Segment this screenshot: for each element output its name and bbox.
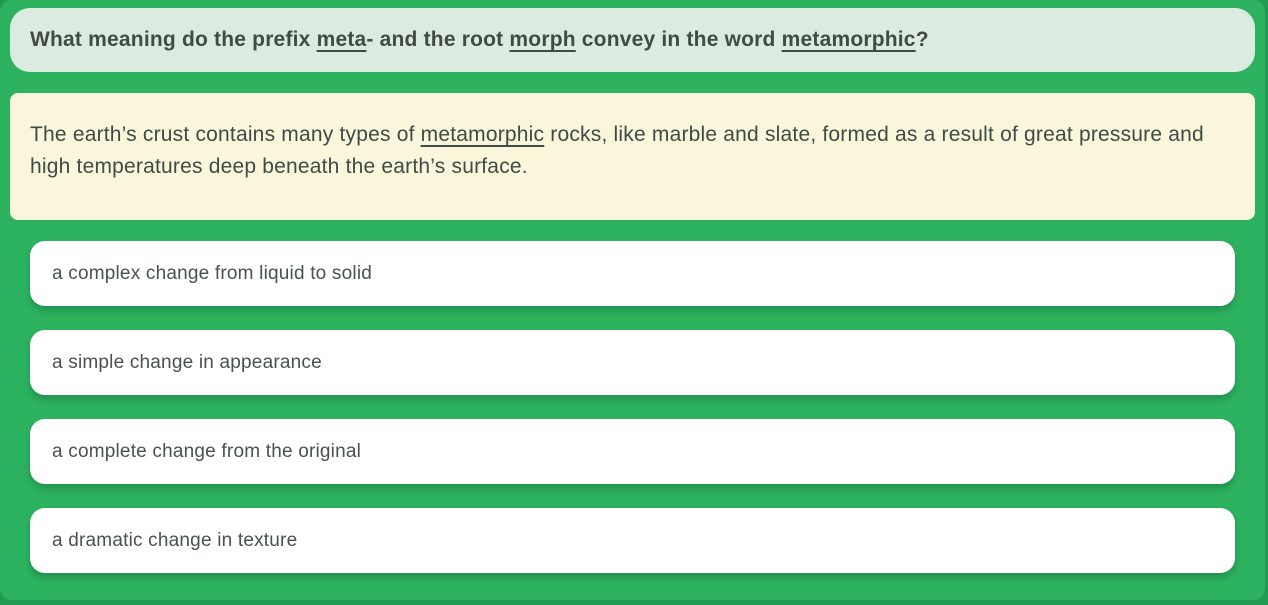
- answer-option-4[interactable]: [30, 508, 1235, 573]
- question-bar: [10, 8, 1255, 72]
- answer-option-3[interactable]: [30, 419, 1235, 484]
- passage-card: [10, 93, 1255, 220]
- passage-text: The earth’s crust contains many types of metamorphic rocks, like marble and slate, formed as a result of great pressure and high temperatures deep beneath the earth’s surface.: [30, 123, 1204, 178]
- answer-option-label: a simple change in appearance: [52, 351, 322, 373]
- answer-option-label: a complex change from liquid to solid: [52, 262, 373, 284]
- answer-option-label: a dramatic change in texture: [52, 529, 298, 551]
- answer-options: [30, 241, 1235, 573]
- answer-option-label: a complete change from the original: [52, 440, 362, 462]
- answer-option-2[interactable]: [30, 330, 1235, 395]
- answer-option-1[interactable]: [30, 241, 1235, 306]
- question-text: What meaning do the prefix meta- and the root morph convey in the word metamorphic?: [30, 28, 929, 51]
